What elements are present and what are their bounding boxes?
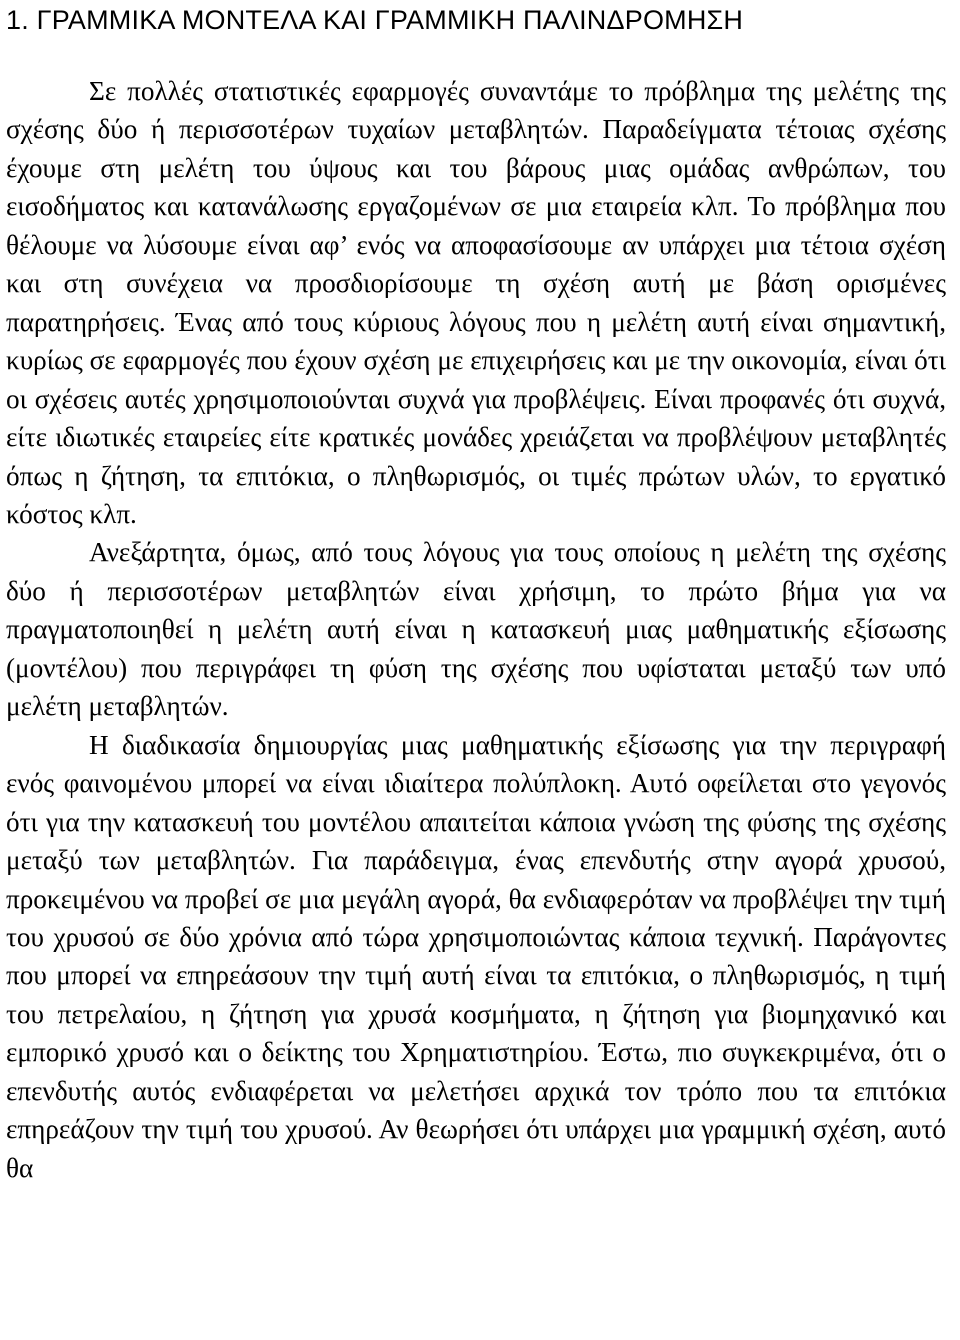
paragraph-2: Ανεξάρτητα, όμως, από τους λόγους για τους οποίους η μελέτη της σχέσης δύο ή περισσοτέρων μεταβλητών είναι χρήσιμη, το πρώτο βήμα για να πραγματοποιηθεί η μελέτη αυτή είναι η κατασκευή μιας μαθηματικής εξίσωσης (μοντέλου) που περιγράφει τη φύση της σχέσης που υφίσταται μεταξύ των υπό μελέτη μεταβλητών.: [6, 537, 946, 722]
paragraph-3: Η διαδικασία δημιουργίας μιας μαθηματικής εξίσωσης για την περιγραφή ενός φαινομένου μπορεί να είναι ιδιαίτερα πολύπλοκη. Αυτό οφείλεται στο γεγονός ότι για την κατασκευή του μοντέλου απαιτείται κάποια γνώση της φύσης της σχέσης μεταξύ των μεταβλητών. Για παράδειγμα, ένας επενδυτής στην αγορά χρυσού, προκειμένου να προβεί σε μια μεγάλη αγορά, θα ενδιαφερόταν να προβλέψει την τιμή του χρυσού σε δύο χρόνια από τώρα χρησιμοποιώντας κάποια τεχνική. Παράγοντες που μπορεί να επηρεάσουν την τιμή αυτή είναι τα επιτόκια, ο πληθωρισμός, η τιμή του πετρελαίου, η ζήτηση για χρυσά κοσμήματα, η ζήτηση για βιομηχανικό και εμπορικό χρυσό και ο δείκτης του Χρηματιστηρίου. Έστω, πιο συγκεκριμένα, ότι ο επενδυτής αυτός ενδιαφέρεται να μελετήσει αρχικά τον τρόπο που τα επιτόκια επηρεάζουν την τιμή του χρυσού. Αν θεωρήσει ότι υπάρχει μια γραμμική σχέση, αυτό θα: [6, 729, 946, 1183]
paragraph-1: Σε πολλές στατιστικές εφαρμογές συναντάμε το πρόβλημα της μελέτης της σχέσης δύο ή περισσοτέρων τυχαίων μεταβλητών. Παραδείγματα τέτοιας σχέσης έχουμε στη μελέτη του ύψους και του βάρους μιας ομάδας ανθρώπων, του εισοδήματος και κατανάλωσης εργαζομένων σε μια εταιρεία κλπ. Το πρόβλημα που θέλουμε να λύσουμε είναι αφ’ ενός να αποφασίσουμε αν υπάρχει μια τέτοια σχέση και στη συνέχεια να προσδιορίσουμε τη σχέση αυτή με βάση ορισμένες παρατηρήσεις. Ένας από τους κύριους λόγους που η μελέτη αυτή είναι σημαντική, κυρίως σε εφαρμογές που έχουν σχέση με επιχειρήσεις και με την οικονομία, είναι ότι οι σχέσεις αυτές χρησιμοποιούνται συχνά για προβλέψεις. Είναι προφανές ότι συχνά, είτε ιδιωτικές εταιρείες είτε κρατικές μονάδες χρειάζεται να προβλέψουν μεταβλητές όπως η ζήτηση, τα επιτόκια, ο πληθωρισμός, οι τιμές πρώτων υλών, το εργατικό κόστος κλπ.: [6, 76, 946, 529]
section-heading: 1. ΓΡΑΜΜΙΚΑ ΜΟΝΤΕΛΑ ΚΑΙ ΓΡΑΜΜΙΚΗ ΠΑΛΙΝΔΡΟΜΗΣΗ: [6, 5, 744, 35]
